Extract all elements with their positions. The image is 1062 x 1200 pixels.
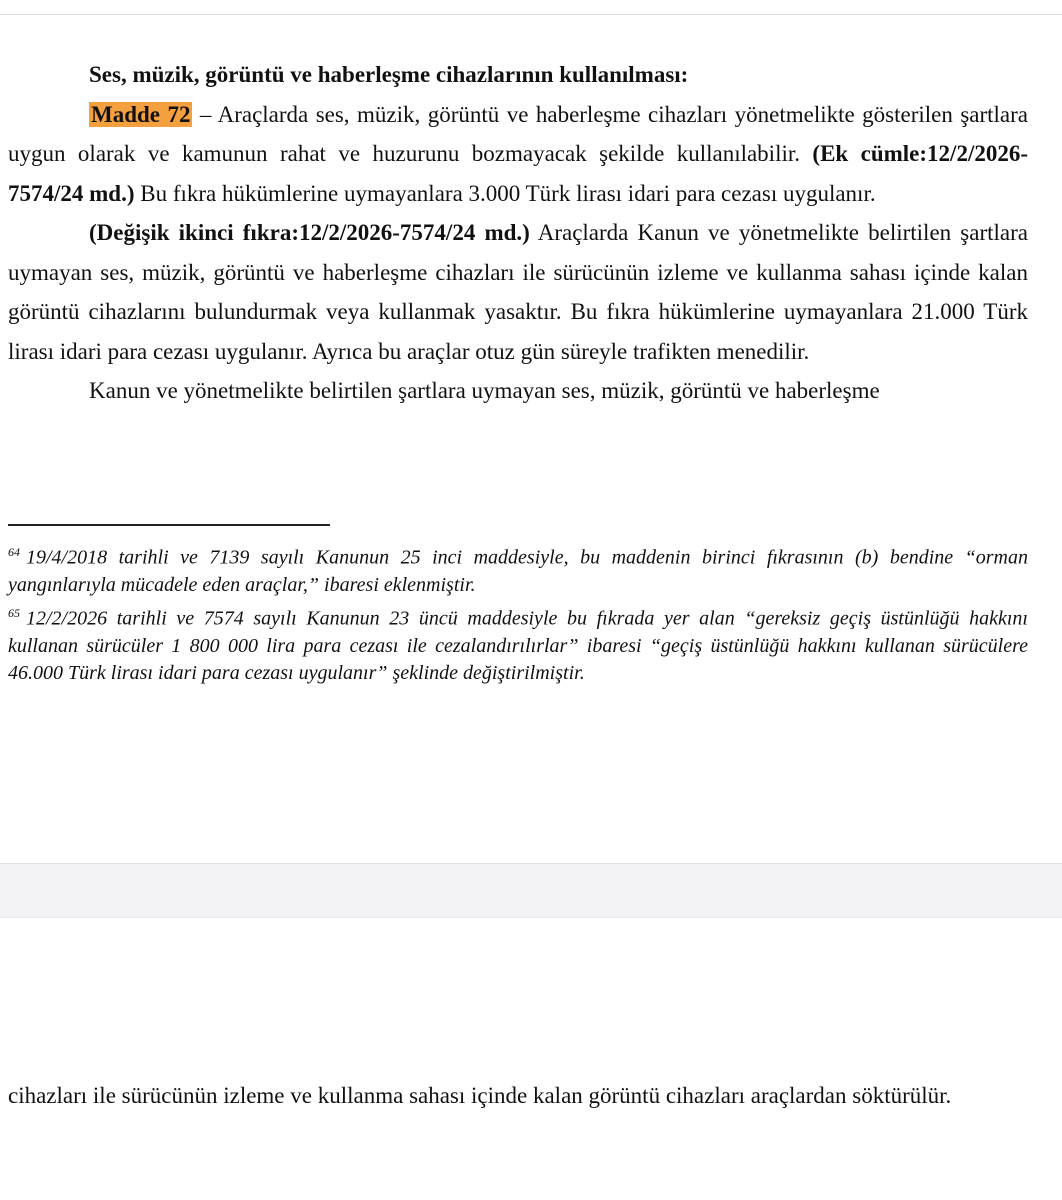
footnotes <box>8 539 1028 688</box>
document-page-2 <box>0 918 1062 1200</box>
paragraph-1 <box>8 95 1028 214</box>
document-page-1 <box>0 15 1062 863</box>
article-label-highlight: Madde 72 <box>91 101 191 127</box>
footnote-separator <box>8 524 330 526</box>
paragraph-1-text: – Araçlarda ses, müzik, görüntü ve haberleşme cihazları yönetmelikte gösterilen şartlara uygun olarak ve kamunun rahat ve huzurunu bozmayacak şekilde kullanılabilir. <box>8 101 1028 166</box>
paragraph-2 <box>8 213 1028 371</box>
footnote-number: 64 <box>8 545 20 559</box>
article-body <box>8 55 1028 411</box>
paragraph-1-amendment-text: Bu fıkra hükümlerine uymayanlara 3.000 Türk lirası idari para cezası uygulanır. <box>134 180 876 206</box>
paragraph-2-text: Araçlarda Kanun ve yönetmelikte belirtilen şartlara uymayan ses, müzik, görüntü ve haberleşme cihazları ile sürücünün izleme ve kullanma sahası içinde kalan görüntü cihazlarını bulundurmak veya kullanmak yasaktır. Bu fıkra hükümlerine uymayanlara 21.000 Türk lirası idari para cezası uygulanır. Ayrıca bu araçlar otuz gün süreyle trafikten menedilir. <box>8 220 1028 364</box>
footnote-text: 12/2/2026 tarihli ve 7574 sayılı Kanunun 23 üncü maddesiyle bu fıkrada yer alan “gereksiz geçiş üstünlüğü hakkını kullanan sürücüler 1 800 000 lira para cezası ile cezalandırılırlar” ibaresi “geçiş üstünlüğü hakkını kullanan sürücülere 46.000 Türk lirası idari para cezası uygulanır” şeklinde değiştirilmiştir. <box>8 607 1028 685</box>
footnote-number: 65 <box>8 605 20 620</box>
footnote-64 <box>8 539 1028 600</box>
paragraph-2-amendment-tag: (Değişik ikinci fıkra:12/2/2026-7574/24 md.) <box>89 220 530 245</box>
footnote-text: 19/4/2018 tarihli ve 7139 sayılı Kanunun 25 inci maddesiyle, bu maddenin birinci fıkrasının (b) bendine “orman yangınlarıyla mücadele eden araçlar,” ibaresi eklenmiştir. <box>8 546 1028 597</box>
article-heading: Ses, müzik, görüntü ve haberleşme cihazlarının kullanılması: <box>89 62 689 87</box>
paragraph-3-continuation: cihazları ile sürücünün izleme ve kullanma sahası içinde kalan görüntü cihazları araçlardan söktürülür. <box>8 1083 952 1108</box>
page-separator <box>0 863 1062 918</box>
paragraph-3-start: Kanun ve yönetmelikte belirtilen şartlara uymayan ses, müzik, görüntü ve haberleşme <box>89 378 880 403</box>
footnote-65 <box>8 600 1028 688</box>
paragraph-1-amendment-tag: (Ek cümle:12/2/2026-7574/24 md.) <box>8 141 1028 206</box>
